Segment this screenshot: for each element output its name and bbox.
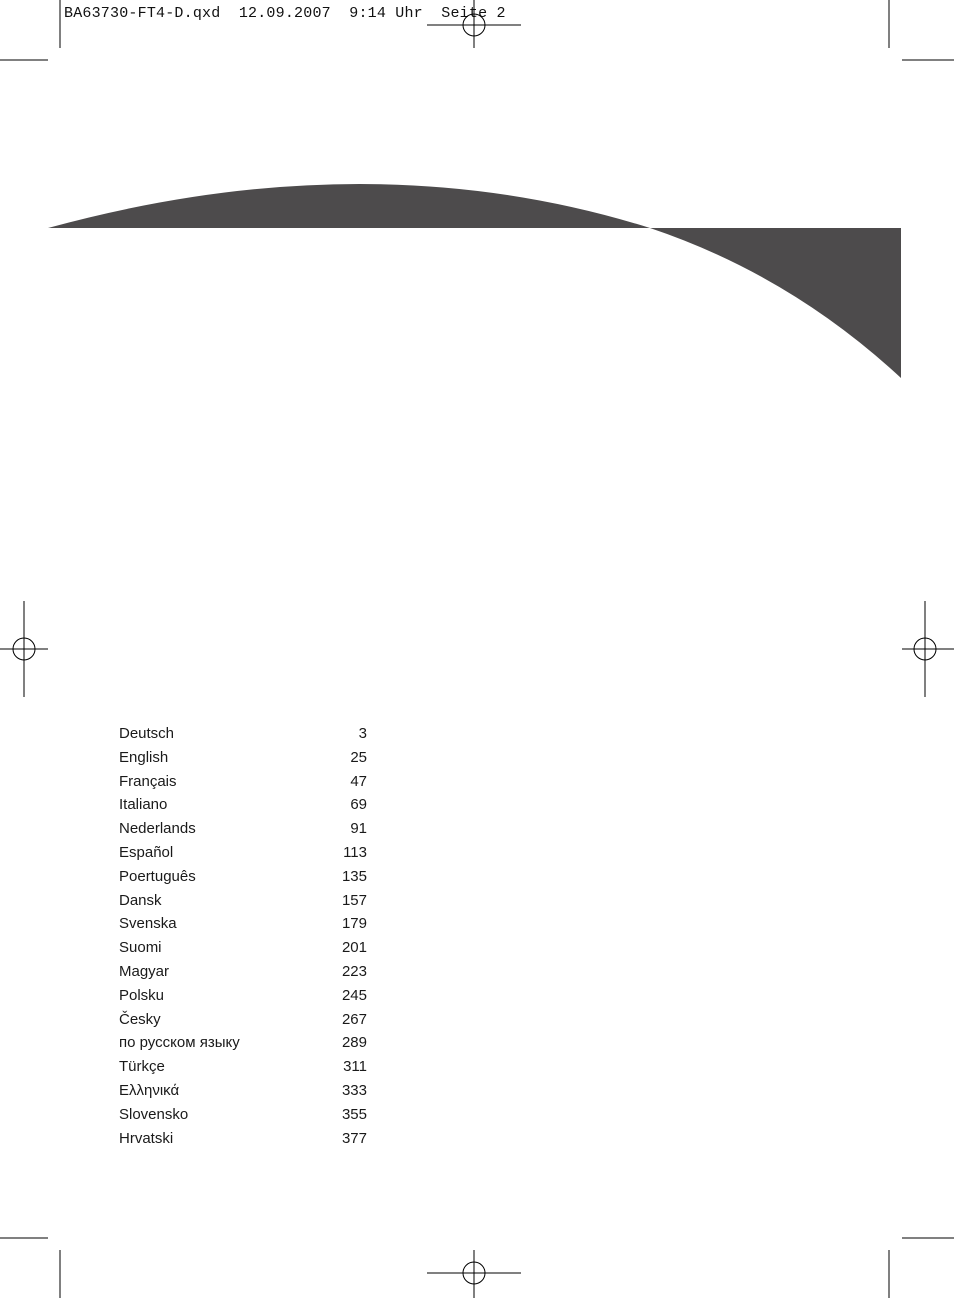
toc-row[interactable] (119, 746, 367, 770)
toc-language: English (119, 748, 169, 766)
toc-language: Español (119, 843, 174, 861)
toc-page-number: 333 (341, 1081, 367, 1099)
toc-page-number: 245 (341, 986, 367, 1004)
toc-page-number: 223 (341, 962, 367, 980)
file-slug: BA63730-FT4-D.qxd 12.09.2007 9:14 Uhr Seite 2 (64, 5, 506, 22)
toc-row[interactable] (119, 1055, 367, 1079)
toc-row[interactable] (119, 1127, 367, 1151)
toc-page-number: 113 (343, 843, 367, 861)
toc-language: Türkçe (119, 1058, 165, 1076)
toc-row[interactable] (119, 722, 367, 746)
toc-language: Poertuguês (119, 867, 196, 885)
toc-page-number: 135 (341, 867, 367, 885)
toc-language: Nederlands (119, 820, 196, 838)
toc-page-number: 69 (350, 796, 367, 814)
toc-page-number: 289 (341, 1034, 367, 1052)
toc-language: Hrvatski (119, 1129, 174, 1147)
toc-page-number: 179 (341, 915, 367, 933)
toc-row[interactable] (119, 889, 367, 913)
toc-language: Magyar (119, 962, 170, 980)
toc-row[interactable] (119, 936, 367, 960)
toc-language: Italiano (119, 796, 168, 814)
registration-mark-icon (427, 0, 521, 48)
registration-mark-icon (902, 601, 954, 697)
toc-row[interactable] (119, 793, 367, 817)
toc-language: Français (119, 772, 177, 790)
toc-language: по русском языку (119, 1034, 240, 1052)
toc-row[interactable] (119, 865, 367, 889)
crop-mark-icon (0, 0, 60, 60)
toc-row[interactable] (119, 1008, 367, 1032)
toc-page-number: 157 (341, 891, 367, 909)
toc-page-number: 25 (350, 748, 367, 766)
toc-row[interactable] (119, 984, 367, 1008)
toc-page-number: 267 (341, 1010, 367, 1028)
toc-row[interactable] (119, 770, 367, 794)
toc-page-number: 311 (343, 1058, 367, 1076)
toc-page-number: 377 (341, 1129, 367, 1147)
toc-language: Dansk (119, 891, 162, 909)
toc-page-number: 355 (341, 1105, 367, 1123)
toc-page-number: 47 (350, 772, 367, 790)
toc-page-number: 201 (341, 939, 367, 957)
toc-row[interactable] (119, 1031, 367, 1055)
toc-language: Polsku (119, 986, 165, 1004)
crop-mark-icon (889, 0, 954, 60)
toc-page-number: 3 (358, 725, 367, 742)
toc-language: Deutsch (119, 725, 175, 742)
toc-page-number: 91 (350, 820, 367, 838)
toc-row[interactable] (119, 1103, 367, 1127)
toc-language: Ελληνικά (119, 1081, 180, 1099)
toc-language: Suomi (119, 939, 162, 957)
toc-language: Česky (119, 1010, 161, 1028)
toc-row[interactable] (119, 817, 367, 841)
toc-row[interactable] (119, 912, 367, 936)
toc-language: Svenska (119, 915, 177, 933)
registration-mark-icon (0, 601, 48, 697)
table-of-contents (119, 722, 367, 1150)
toc-row[interactable] (119, 1079, 367, 1103)
crop-mark-icon (889, 1238, 954, 1298)
toc-row[interactable] (119, 960, 367, 984)
toc-row[interactable] (119, 841, 367, 865)
crop-mark-icon (0, 1238, 60, 1298)
registration-mark-icon (427, 1250, 521, 1298)
toc-language: Slovensko (119, 1105, 189, 1123)
